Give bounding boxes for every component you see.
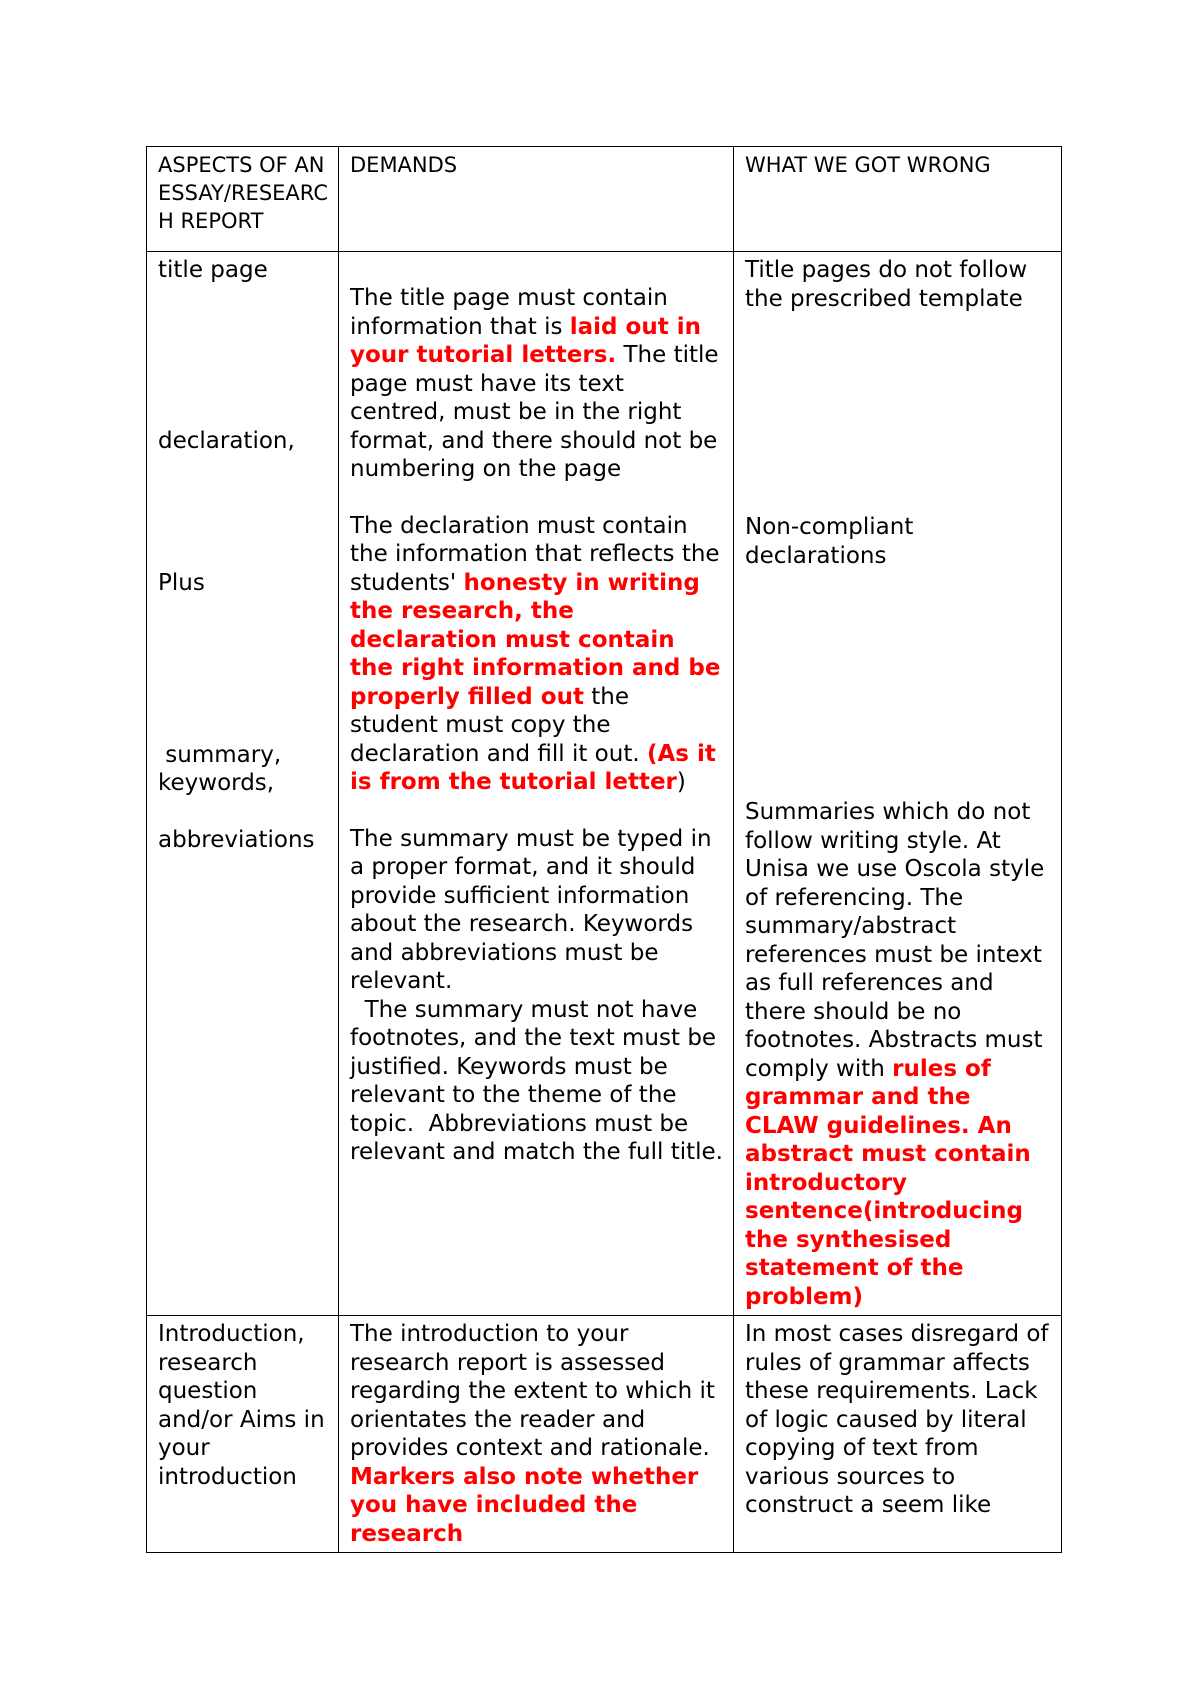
wrong-summary-highlight: rules of grammar and the CLAW guidelines. An abstract must contain introductory sentence(introducing the synthesised statement of the problem) — [745, 1055, 1031, 1310]
wrong-cell — [734, 252, 1062, 1316]
header-demands: DEMANDS — [339, 147, 734, 252]
wrong-summary — [745, 798, 1051, 1311]
aspect-abbreviations: abbreviations — [158, 826, 315, 853]
aspects-cell-intro: Introduction, research question and/or Aims in your introduction — [147, 1316, 339, 1553]
wrong-title-page: Title pages do not follow the prescribed template — [745, 257, 1028, 312]
demand-title-page — [350, 284, 723, 484]
demand-declaration — [350, 512, 723, 797]
wrong-cell-intro: In most cases disregard of rules of grammar affects these requirements. Lack of logic caused by literal copying of text from various sources to construct a seem like — [734, 1316, 1062, 1553]
wrong-summary-text: Summaries which do not follow writing style. At Unisa we use Oscola style of referencing. The summary/abstract references must be intext as full references and there should be no footnotes. Abstracts must comply with — [745, 799, 1045, 1082]
demand-title-page-text-b: The title page must have its text centred, must be in the right format, and there should not be numbering on the page — [350, 342, 719, 482]
wrong-declaration: Non-compliant declarations — [745, 514, 914, 569]
table-row — [147, 252, 1062, 1316]
aspect-summary: summary, — [158, 741, 282, 768]
demand-declaration-text-a: The declaration must contain the information that reflects the students' — [350, 512, 720, 596]
table-row — [147, 1316, 1062, 1553]
demand-declaration-text-c: ) — [676, 769, 686, 795]
requirements-table — [146, 146, 1062, 1553]
demand-declaration-text-b: the student must copy the declaration and fill it out. — [350, 683, 647, 767]
demand-summary-p2: The summary must not have footnotes, and the text must be justified. Keywords must be relevant to the theme of the topic. Abbreviations must be relevant and match the full title. — [350, 996, 724, 1165]
aspects-cell — [147, 252, 339, 1316]
header-aspects: ASPECTS OF AN ESSAY/RESEARCH REPORT — [147, 147, 339, 252]
demand-intro-highlight: Markers also note whether you have included the research — [350, 1463, 699, 1547]
demand-declaration-highlight: honesty in writing the research, the declaration must contain the right information and be properly filled out — [350, 569, 721, 710]
demand-summary-p1: The summary must be typed in a proper format, and it should provide sufficient information about the research. Keywords and abbreviations must be relevant. — [350, 825, 712, 994]
demand-title-page-text-a: The title page must contain information that is — [350, 285, 668, 340]
demand-intro-text: The introduction to your research report is assessed regarding the extent to which it orientates the reader and provides context and rationale. — [350, 1321, 715, 1461]
header-what-we-got-wrong: WHAT WE GOT WRONG — [734, 147, 1062, 252]
table-header-row — [147, 147, 1062, 252]
aspect-declaration: declaration, — [158, 427, 295, 454]
demands-cell — [339, 252, 734, 1316]
aspect-title-page: title page — [158, 257, 268, 283]
demand-declaration-highlight-2: (As it is from the tutorial letter — [350, 740, 716, 795]
demands-cell-intro — [339, 1316, 734, 1553]
aspect-keywords: keywords, — [158, 770, 275, 796]
aspect-plus: Plus — [158, 570, 205, 596]
demand-title-page-highlight: laid out in your tutorial letters. — [350, 313, 701, 368]
